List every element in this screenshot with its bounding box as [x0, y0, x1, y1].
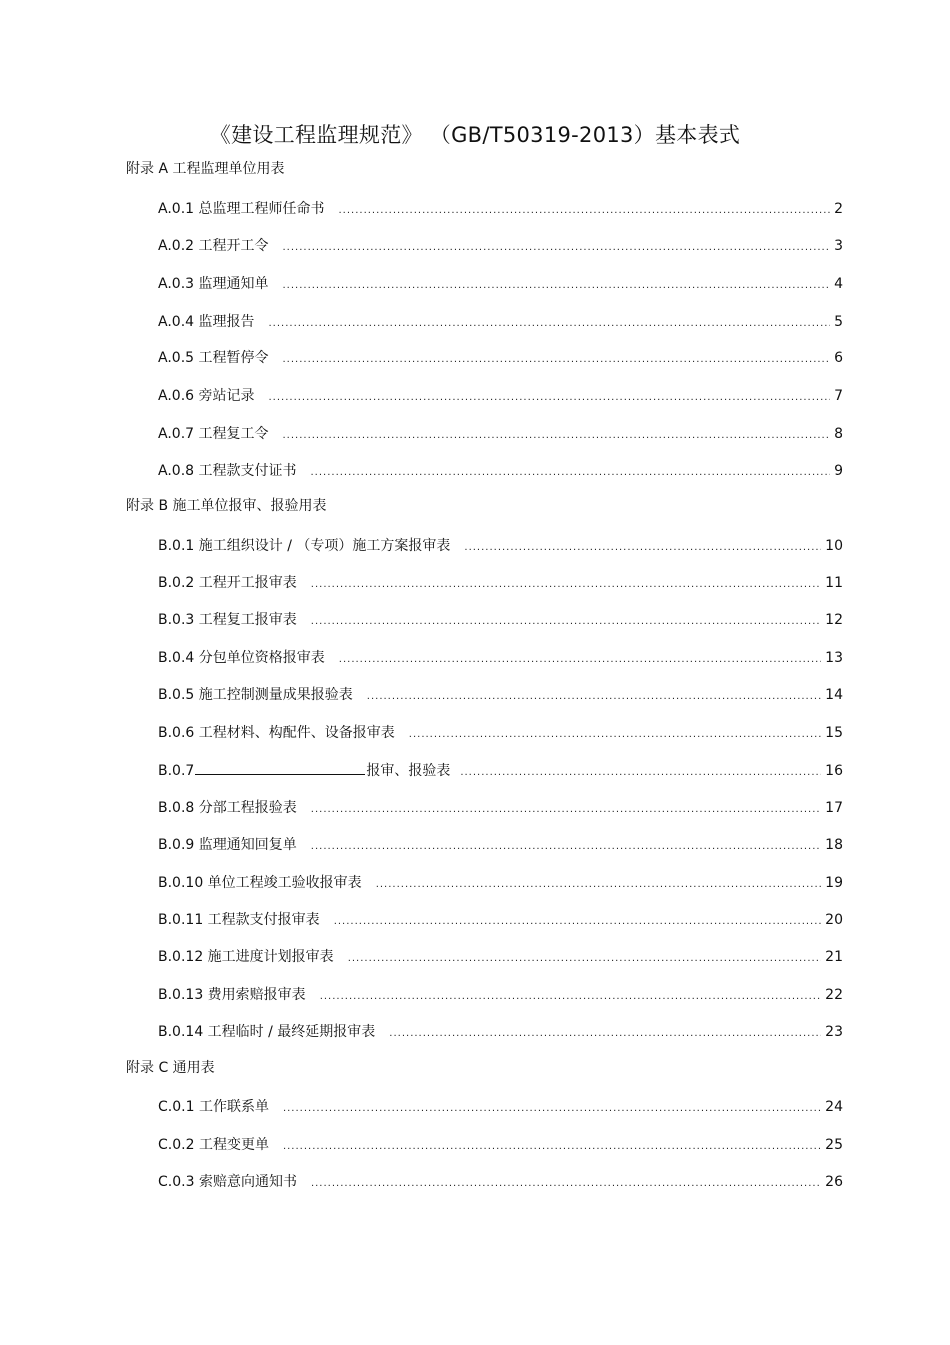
- dot-leader: [283, 1099, 821, 1119]
- page-number: 5: [834, 314, 843, 330]
- page-number: 6: [834, 350, 843, 366]
- dot-leader: [339, 650, 821, 670]
- toc-entry[interactable]: [158, 1135, 843, 1155]
- toc-entry[interactable]: [158, 1022, 843, 1042]
- entry-label-suffix: 报审、报验表: [366, 763, 451, 779]
- dot-leader: [348, 949, 821, 969]
- toc-entry[interactable]: [158, 685, 843, 705]
- entry-label: C.0.2 工程变更单: [158, 1137, 269, 1153]
- section-heading-c: 附录 C 通用表: [126, 1060, 215, 1076]
- page-number: 10: [825, 538, 843, 554]
- entry-label: [158, 760, 450, 781]
- page-number: 26: [825, 1174, 843, 1190]
- dot-leader: [283, 426, 831, 446]
- entry-label: A.0.4 监理报告: [158, 314, 255, 330]
- toc-entry[interactable]: [158, 312, 843, 332]
- dot-leader: [311, 463, 831, 483]
- dot-leader: [269, 388, 831, 408]
- dot-leader: [311, 575, 821, 595]
- entry-label: A.0.1 总监理工程师任命书: [158, 201, 325, 217]
- entry-label: A.0.7 工程复工令: [158, 426, 269, 442]
- entry-label: B.0.1 施工组织设计 / （专项）施工方案报审表: [158, 538, 451, 554]
- page-number: 3: [834, 238, 843, 254]
- toc-entry[interactable]: [158, 236, 843, 256]
- entry-label: B.0.9 监理通知回复单: [158, 837, 297, 853]
- section-heading-b: 附录 B 施工单位报审、报验用表: [126, 498, 327, 514]
- section-heading-a: 附录 A 工程监理单位用表: [126, 161, 285, 177]
- dot-leader: [376, 875, 821, 895]
- page-number: 13: [825, 650, 843, 666]
- toc-entry[interactable]: [158, 798, 843, 818]
- toc-entry[interactable]: [158, 760, 843, 780]
- dot-leader: [389, 1024, 821, 1044]
- entry-label: B.0.8 分部工程报验表: [158, 800, 297, 816]
- toc-entry[interactable]: [158, 910, 843, 930]
- page-number: 16: [825, 763, 843, 779]
- page-number: 22: [825, 987, 843, 1003]
- dot-leader: [334, 912, 821, 932]
- entry-label: B.0.10 单位工程竣工验收报审表: [158, 875, 362, 891]
- page-number: 12: [825, 612, 843, 628]
- toc-entry[interactable]: [158, 1097, 843, 1117]
- dot-leader: [311, 612, 821, 632]
- dot-leader: [464, 538, 821, 558]
- toc-entry[interactable]: [158, 386, 843, 406]
- toc-entry[interactable]: [158, 723, 843, 743]
- toc-entry[interactable]: [158, 873, 843, 893]
- page-number: 8: [834, 426, 843, 442]
- entry-label: A.0.6 旁站记录: [158, 388, 255, 404]
- toc-entry[interactable]: [158, 947, 843, 967]
- page-number: 25: [825, 1137, 843, 1153]
- entry-label: B.0.4 分包单位资格报审表: [158, 650, 325, 666]
- entry-label: B.0.2 工程开工报审表: [158, 575, 297, 591]
- dot-leader: [320, 987, 821, 1007]
- entry-label: B.0.6 工程材料、构配件、设备报审表: [158, 725, 395, 741]
- fill-in-blank: [195, 760, 365, 775]
- dot-leader: [283, 1137, 821, 1157]
- toc-entry[interactable]: [158, 461, 843, 481]
- page-number: 2: [834, 201, 843, 217]
- toc-entry[interactable]: [158, 573, 843, 593]
- document-title: 《建设工程监理规范》 （GB/T50319-2013）基本表式: [209, 123, 741, 147]
- entry-label: C.0.1 工作联系单: [158, 1099, 269, 1115]
- toc-entry[interactable]: [158, 274, 843, 294]
- page-number: 21: [825, 949, 843, 965]
- toc-entry[interactable]: [158, 835, 843, 855]
- page-number: 24: [825, 1099, 843, 1115]
- toc-entry[interactable]: [158, 610, 843, 630]
- toc-entry[interactable]: [158, 348, 843, 368]
- toc-entry[interactable]: [158, 536, 843, 556]
- entry-label: B.0.5 施工控制测量成果报验表: [158, 687, 353, 703]
- dot-leader: [311, 1174, 821, 1194]
- toc-entry[interactable]: [158, 1172, 843, 1192]
- entry-label: C.0.3 索赔意向通知书: [158, 1174, 297, 1190]
- dot-leader: [339, 201, 831, 221]
- toc-entry[interactable]: [158, 199, 843, 219]
- entry-label: B.0.3 工程复工报审表: [158, 612, 297, 628]
- dot-leader: [460, 763, 821, 783]
- page-number: 4: [834, 276, 843, 292]
- page-number: 15: [825, 725, 843, 741]
- dot-leader: [311, 800, 821, 820]
- dot-leader: [283, 350, 831, 370]
- page-number: 7: [834, 388, 843, 404]
- dot-leader: [311, 837, 821, 857]
- entry-label: A.0.2 工程开工令: [158, 238, 269, 254]
- dot-leader: [367, 687, 821, 707]
- entry-label: B.0.12 施工进度计划报审表: [158, 949, 334, 965]
- entry-label: A.0.3 监理通知单: [158, 276, 269, 292]
- dot-leader: [283, 238, 831, 258]
- entry-label: B.0.11 工程款支付报审表: [158, 912, 320, 928]
- toc-entry[interactable]: [158, 424, 843, 444]
- dot-leader: [269, 314, 831, 334]
- entry-label: B.0.14 工程临时 / 最终延期报审表: [158, 1024, 376, 1040]
- toc-entry[interactable]: [158, 985, 843, 1005]
- entry-label: A.0.8 工程款支付证书: [158, 463, 297, 479]
- page-number: 17: [825, 800, 843, 816]
- toc-entry[interactable]: [158, 648, 843, 668]
- page-number: 14: [825, 687, 843, 703]
- page-number: 18: [825, 837, 843, 853]
- page-number: 11: [825, 575, 843, 591]
- page-number: 9: [834, 463, 843, 479]
- entry-number: B.0.7: [158, 763, 195, 779]
- dot-leader: [409, 725, 821, 745]
- page-number: 20: [825, 912, 843, 928]
- page-number: 23: [825, 1024, 843, 1040]
- entry-label: A.0.5 工程暂停令: [158, 350, 269, 366]
- dot-leader: [283, 276, 831, 296]
- page-number: 19: [825, 875, 843, 891]
- entry-label: B.0.13 费用索赔报审表: [158, 987, 306, 1003]
